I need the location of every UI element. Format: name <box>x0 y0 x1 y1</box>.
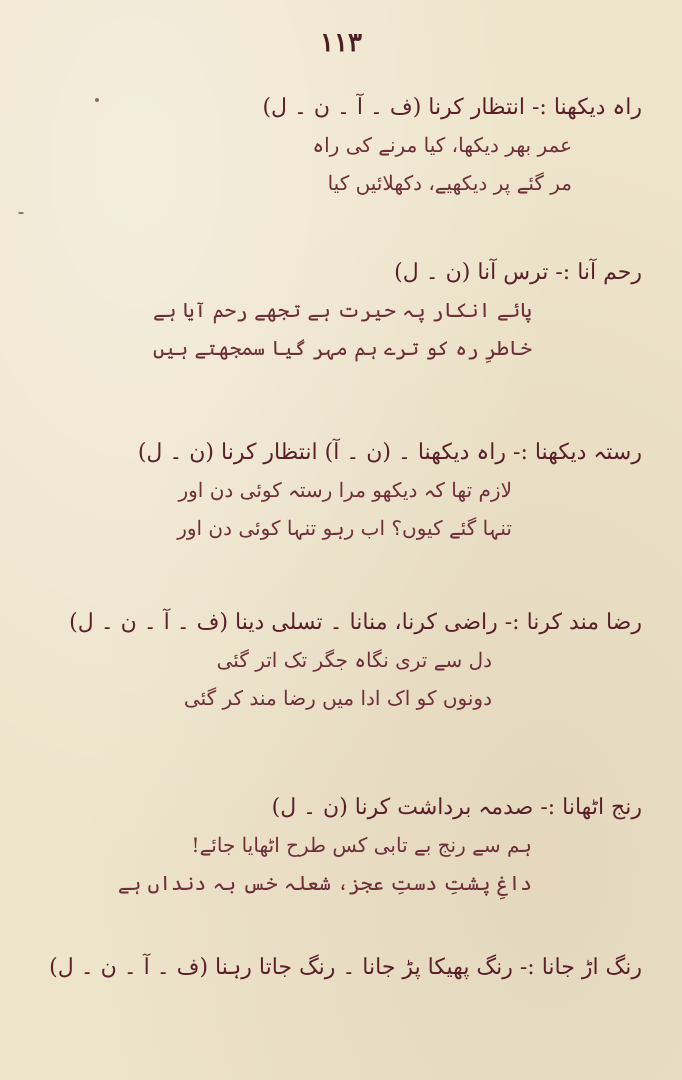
dictionary-entry <box>40 90 642 202</box>
entry-headword: رنگ اڑ جانا :- رنگ پھیکا پڑ جانا ۔ رنگ جاتا رہنا (ف ۔ آ ۔ ن ۔ ل) <box>49 955 642 980</box>
verse-line: مر گئے پر دیکھیے، دکھلائیں کیا <box>327 171 572 195</box>
ink-speck <box>18 212 24 214</box>
verse-line: عمر بھر دیکھا، کیا مرنے کی راہ <box>312 133 572 157</box>
page-number: ۱۱۳ <box>320 28 362 58</box>
verse-line: ہم سے رنج بے تابی کس طرح اٹھایا جائے! <box>191 833 532 857</box>
verse-line: لازم تھا کہ دیکھو مرا رستہ کوئی دن اور <box>178 478 512 502</box>
dictionary-entry <box>40 950 642 986</box>
verse-line: داغِ پشتِ دستِ عجز، شعلہ خس بہ دنداں ہے <box>117 871 532 895</box>
verse-line: دونوں کو اک ادا میں رضا مند کر گئی <box>183 686 492 710</box>
verse-couplet <box>40 641 492 717</box>
entry-headword: راہ دیکھنا :- انتظار کرنا (ف ۔ آ ۔ ن ۔ ل) <box>262 95 642 120</box>
dictionary-entry <box>40 790 642 902</box>
verse-line: پائے انکار پہ حیرت ہے تجھے رحم آیا ہے <box>153 298 532 322</box>
dictionary-entry <box>40 255 642 367</box>
dictionary-entry <box>40 605 642 717</box>
entry-headword: رضا مند کرنا :- راضی کرنا، منانا ۔ تسلی دینا (ف ۔ آ ۔ ن ۔ ل) <box>69 610 642 635</box>
verse-couplet <box>40 126 572 202</box>
verse-couplet <box>40 471 512 547</box>
verse-line: تنہا گئے کیوں؟ اب رہو تنہا کوئی دن اور <box>177 516 512 540</box>
entry-headword: رنج اٹھانا :- صدمہ برداشت کرنا (ن ۔ ل) <box>271 795 642 820</box>
dictionary-entry <box>40 435 642 547</box>
verse-couplet <box>40 291 532 367</box>
entry-headword: رستہ دیکھنا :- راہ دیکھنا ۔ (ن ۔ آ) انتظار کرنا (ن ۔ ل) <box>137 440 642 465</box>
verse-line: دل سے تری نگاہ جگر تک اتر گئی <box>216 648 492 672</box>
entry-headword: رحم آنا :- ترس آنا (ن ۔ ل) <box>394 260 642 285</box>
verse-couplet <box>40 826 532 902</box>
verse-line: خاطرِ رہ کو ترے ہم مہر گیا سمجھتے ہیں <box>153 336 532 360</box>
